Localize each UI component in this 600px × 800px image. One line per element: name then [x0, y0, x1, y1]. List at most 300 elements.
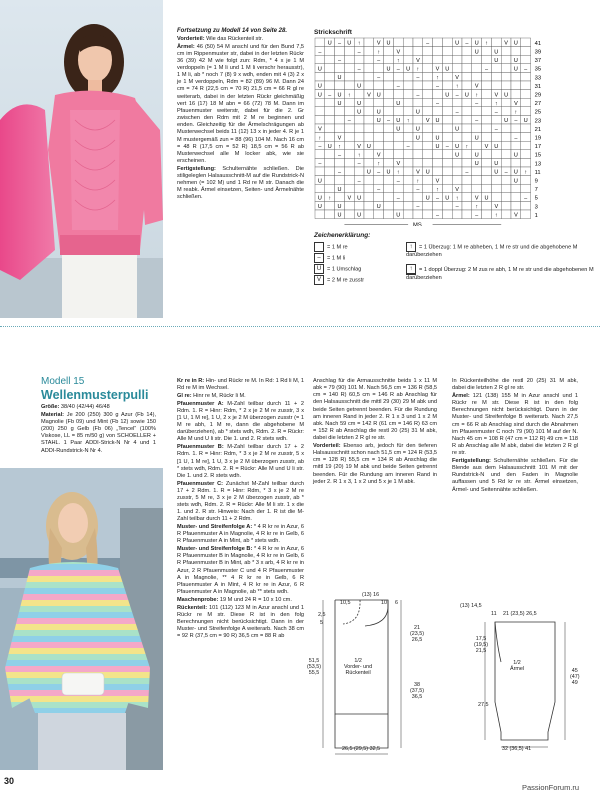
chart-symbol: U — [504, 92, 509, 99]
chart-symbol: ↑ — [494, 100, 498, 107]
chart-cell — [521, 90, 531, 99]
chart-cell — [423, 55, 433, 64]
chart-symbol: V — [367, 92, 371, 99]
chart-cell — [482, 81, 492, 90]
double-decrease-symbol: ↑ — [406, 264, 416, 275]
chart-cell — [462, 64, 472, 73]
chart-cell — [462, 81, 472, 90]
chart-cell — [403, 184, 413, 193]
chart-symbol: U — [415, 126, 420, 133]
chart-symbol: U — [445, 66, 450, 73]
chart-cell — [364, 184, 374, 193]
chart-symbol: ↑ — [485, 40, 488, 47]
para-armausschnitt: Anschlag für die Armausschnitte beids 1 x 11 M abk = 79 (90) 101 M. Nach 56,5 cm = 136 R (58,5 cm = 140 R) 60,5 cm = 146 R ab Anschlag für den Halsausschnitt die mittl 29 (30) 29 M abk und beide Seiten getrennt beenden. Für die Rundung am inneren Rand in jeder 2. R 1 x 3 und 1 x 2 M abk. Nach 59 cm = 142 R (61 cm = 146 R) 63 cm = 152 R ab Anschlag die restl 20 (25) 31 M abk, dabei die letzten 2 R gl re str. — [313, 378, 437, 442]
chart-symbol: U — [445, 92, 450, 99]
chart-symbol: U — [317, 178, 322, 185]
chart-cell — [344, 141, 354, 150]
chart-cell — [374, 141, 384, 150]
chart-cell — [354, 133, 364, 142]
chart-cell — [325, 47, 335, 56]
para-folge-b: Muster- und Streifenfolge B: * 4 R kr re in Azur, 6 R Pfauenmuster B in Magnolie, 4 R kr re in Gelb, 6 R Pfauenmuster B in Mint, ab * 3 x arb, 4 R kr re in Azur, 2 R Pfauenmuster C und 4 R Pfauenmuster A in Magnolie, ** 4 R kr re in Gelb, 6 R Pfauenmuster A in Mint, 4 R kr re in Azur, 6 R Pfauenmuster A in Magnolie, ab ** stets wdh. — [177, 546, 304, 596]
chart-cell — [403, 124, 413, 133]
chart-cell — [491, 133, 501, 142]
chart-symbol: ↑ — [347, 92, 351, 99]
chart-cell — [491, 38, 501, 47]
para-kr-re: Kr re in R: Hin- und Rückr re M. In Rd: 1 Rd li M, 1 Rd re M im Wechsel. — [177, 378, 304, 392]
purl-symbol: – — [314, 253, 324, 263]
chart-cell — [384, 184, 394, 193]
chart-ms-label: MS — [413, 222, 422, 226]
chart-cell — [413, 47, 423, 56]
chart-cell — [472, 167, 482, 176]
chart-cell — [462, 98, 472, 107]
para-folge-a: Muster- und Streifenfolge A: * 4 R kr re in Azur, 6 R Pfauenmuster A in Magnolie, 4 R kr re in Gelb, 6 R Pfauenmuster A in Mint, ab * stets wdh. — [177, 524, 305, 545]
chart-cell — [482, 176, 492, 185]
chart-cell — [384, 158, 394, 167]
chart-cell — [491, 64, 501, 73]
chart-cell — [501, 210, 511, 219]
legend-title: Zeichenerklärung: — [314, 232, 371, 239]
chart-symbol: ↑ — [494, 212, 498, 219]
chart-cell — [491, 176, 501, 185]
chart-symbol: U — [396, 118, 401, 125]
chart-cell — [442, 133, 452, 142]
chart-symbol: U — [435, 143, 440, 150]
sleeve-label: 1/2 Ärmel — [510, 660, 525, 673]
chart-symbol: U — [376, 109, 381, 116]
chart-symbol: – — [435, 195, 440, 202]
chart-cell — [433, 167, 443, 176]
chart-cell — [354, 167, 364, 176]
chart-row-number: 27 — [534, 101, 542, 108]
chart-symbol: – — [396, 178, 400, 185]
chart-cell — [521, 98, 531, 107]
chart-cell — [462, 55, 472, 64]
chart-cell — [442, 176, 452, 185]
chart-symbol: U — [366, 143, 371, 150]
chart-cell — [472, 72, 482, 81]
chart-symbol: ↑ — [524, 169, 528, 176]
chart-cell — [325, 72, 335, 81]
continuation-header: Fortsetzung zu Modell 14 von Seite 28. — [177, 28, 288, 34]
chart-row-number: 19 — [534, 135, 542, 142]
chart-symbol: – — [406, 143, 410, 150]
chart-symbol: – — [337, 152, 342, 159]
chart-cell — [511, 81, 521, 90]
chart-symbol: U — [513, 57, 518, 64]
chart-symbol: V — [416, 169, 420, 176]
chart-row-number: 31 — [534, 83, 542, 90]
sleeve-top-mid: 11 — [491, 611, 497, 617]
chart-symbol: – — [475, 100, 479, 107]
chart-cell — [501, 55, 511, 64]
chart-cell — [344, 64, 354, 73]
chart-cell — [384, 141, 394, 150]
para-pfauen-b: Pfauenmuster B: M-Zahl teilbar durch 17 + 2 Rdm. 1. R = Hinr: Rdm, * 3 x je 2 M re zusstr, 5 x [1 U, 1 M re], 1 U, 3 x je 2 M überzogen zusstr, ab * stets wdh, Rdm. 2. R = Rückr: Alle M und U li str. Die 1. und 2. R stets wdh. — [177, 444, 304, 479]
chart-cell — [452, 176, 462, 185]
chart-row-number: 11 — [534, 169, 541, 176]
chart-cell — [452, 210, 462, 219]
chart-cell — [521, 176, 531, 185]
chart-symbol: U — [484, 195, 489, 202]
back-top-widths: (13) 16 — [362, 592, 380, 598]
chart-cell — [364, 81, 374, 90]
chart-symbol: V — [396, 161, 401, 168]
chart-cell — [511, 158, 521, 167]
chart-cell — [364, 38, 374, 47]
chart-cell — [315, 55, 325, 64]
chart-cell — [344, 98, 354, 107]
chart-cell — [374, 133, 384, 142]
chart-cell — [442, 201, 452, 210]
chart-cell — [472, 184, 482, 193]
chart-cell — [364, 98, 374, 107]
chart-symbol: V — [425, 118, 430, 125]
chart-cell — [442, 98, 452, 107]
chart-cell — [482, 167, 492, 176]
chart-symbol: V — [474, 83, 479, 90]
chart-cell — [472, 124, 482, 133]
chart-symbol: U — [337, 204, 342, 211]
chart-cell — [482, 124, 492, 133]
chart-symbol: – — [426, 40, 430, 47]
chart-cell — [335, 176, 345, 185]
chart-cell — [384, 72, 394, 81]
chart-cell — [393, 150, 403, 159]
chart-symbol: ↑ — [475, 92, 479, 99]
chart-cell — [521, 38, 531, 47]
chart-cell — [344, 133, 354, 142]
chart-symbol: ↑ — [396, 57, 400, 64]
chart-symbol: U — [445, 195, 450, 202]
chart-cell — [413, 210, 423, 219]
chart-row-number: 13 — [534, 161, 542, 168]
chart-symbol: – — [318, 49, 322, 56]
chart-cell — [423, 158, 433, 167]
sleeve-top-right: 21 (23,5) 26,5 — [503, 611, 537, 617]
chart-symbol: U — [455, 152, 460, 159]
chart-cell — [315, 184, 325, 193]
chart-cell — [442, 72, 452, 81]
chart-symbol: U — [494, 169, 499, 176]
chart-cell — [482, 47, 492, 56]
chart-cell — [472, 64, 482, 73]
para-aermel: Ärmel: 46 (50) 54 M anschl und für den Bund 7,5 cm im Rippenmuster str, dabei in der letzten Rückr 36 (39) 42 M wie folgt zun: Rdm, * 4 x je 1 M verdoppeln (= 1 M li und 1 M li verschr herausstr), 1 M li, ab * noch 7 (8) 9 x wdh, enden mit 4 (3) 2 x je 1 M verdoppeln, Rdm = 82 (89) 96 M. Dann 24 cm = 74 R (22,5 cm = 70 R) 21,5 cm = 66 R gl re weiterarb, dabei in der letzten Rückr gleichmäßig vert 16 (17) 18 M abn = 66 (72) 78 M. Dann im Pfauenmuster weiterstr, dabei für die 2. Gr zwischen den Rdm mit 2 M re beginnen und enden. Gleichzeitig für die Ärmelschrägungen ab Musterwechsel beids 11 (12) 13 x in jeder 4. R je 1 M mustergemäß zun = 88 (96) 104 M. Nach 16 cm = 48 R (17,5 cm = 52 R) 18,5 cm = 56 R ab Musterwechsel alle M locker abk, wie sie erscheinen. — [177, 43, 304, 164]
chart-symbol: U — [396, 212, 401, 219]
chart-cell — [403, 167, 413, 176]
chart-cell — [472, 107, 482, 116]
chart-symbol: – — [455, 92, 459, 99]
chart-cell — [501, 47, 511, 56]
chart-symbol: ↑ — [377, 49, 381, 56]
chart-symbol: U — [317, 195, 322, 202]
chart-symbol: V — [504, 40, 508, 47]
chart-symbol: U — [376, 204, 381, 211]
chart-cell — [393, 38, 403, 47]
model-number: Modell 15 — [41, 376, 85, 387]
chart-row-number: 3 — [534, 204, 538, 211]
chart-symbol: ↑ — [396, 169, 400, 176]
chart-symbol: U — [396, 100, 401, 107]
chart-symbol: ↑ — [514, 109, 518, 116]
chart-symbol: U — [357, 83, 362, 90]
chart-cell — [442, 47, 452, 56]
chart-cell — [511, 47, 521, 56]
chart-symbol: – — [416, 92, 420, 99]
chart-cell — [442, 81, 452, 90]
chart-symbol: U — [494, 49, 499, 56]
chart-symbol: U — [425, 195, 430, 202]
chart-cell — [452, 98, 462, 107]
chart-cell — [511, 184, 521, 193]
chart-cell — [344, 176, 354, 185]
chart-cell — [325, 55, 335, 64]
chart-cell — [364, 133, 374, 142]
chart-cell — [413, 81, 423, 90]
chart-symbol: U — [347, 40, 352, 47]
legend-item-k2tog: V = 2 M re zusstr — [314, 275, 364, 285]
strickschrift-title: Strickschrift — [314, 29, 352, 36]
back-slope-a: 2,5 — [318, 612, 326, 618]
chart-symbol: V — [376, 152, 381, 159]
column-4 — [452, 378, 578, 494]
chart-cell — [325, 210, 335, 219]
chart-cell — [452, 55, 462, 64]
legend-item-purl: – = 1 M li — [314, 253, 345, 263]
chart-cell — [462, 210, 472, 219]
chart-symbol: U — [513, 40, 518, 47]
chart-cell — [384, 90, 394, 99]
chart-cell — [403, 150, 413, 159]
chart-cell — [442, 38, 452, 47]
chart-symbol: V — [318, 126, 322, 133]
chart-symbol: ↑ — [416, 66, 420, 73]
chart-cell — [403, 158, 413, 167]
back-top-inner: 10 — [381, 600, 387, 606]
chart-cell — [482, 115, 492, 124]
chart-symbol: U — [386, 40, 391, 47]
chart-cell — [364, 107, 374, 116]
chart-cell — [325, 184, 335, 193]
chart-cell — [423, 124, 433, 133]
chart-symbol: U — [317, 66, 322, 73]
chart-symbol: – — [318, 143, 322, 150]
para-gl-re: Gl re: Hinr re M, Rückr li M. — [177, 392, 246, 399]
chart-cell — [501, 201, 511, 210]
chart-symbol: ↑ — [416, 178, 420, 185]
chart-cell — [384, 124, 394, 133]
chart-symbol: U — [406, 66, 411, 73]
chart-cell — [335, 107, 345, 116]
chart-cell — [462, 107, 472, 116]
chart-symbol: U — [425, 169, 430, 176]
chart-cell — [384, 150, 394, 159]
chart-symbol: U — [317, 92, 322, 99]
para-pfauen-a: Pfauenmuster A: M-Zahl teilbar durch 11 + 2 Rdm. 1. R = Hinr: Rdm, * 2 x je 2 M re zusstr, 3 x [1 U, 1 M re], 1 U, 2 x je 2 M überzogen zusstr (= 1 M re abh, 1 M re, dann die abgehobene M darüberziehen), ab * stets wdh, Rdm. 2. R = Rückr: Alle M und U li str. Die 1. und 2. R stets wdh. — [177, 400, 304, 443]
chart-symbol: V — [435, 66, 440, 73]
chart-symbol: V — [376, 40, 381, 47]
chart-cell — [325, 150, 335, 159]
chart-symbol: U — [455, 40, 460, 47]
chart-cell — [315, 150, 325, 159]
chart-cell — [423, 72, 433, 81]
chart-symbol: U — [337, 100, 342, 107]
chart-symbol: – — [337, 40, 342, 47]
chart-cell — [325, 124, 335, 133]
chart-symbol: – — [337, 57, 342, 64]
chart-cell — [501, 64, 511, 73]
chart-symbol: U — [376, 92, 381, 99]
chart-cell — [403, 201, 413, 210]
chart-symbol: – — [455, 204, 459, 211]
chart-cell — [442, 107, 452, 116]
chart-symbol: U — [494, 143, 499, 150]
chart-cell — [442, 167, 452, 176]
back-armhole: 21 (23,5) 26,5 — [410, 625, 425, 644]
chart-symbol: U — [513, 152, 518, 159]
chart-symbol: U — [415, 109, 420, 116]
chart-symbol: – — [377, 57, 381, 64]
chart-cell — [521, 55, 531, 64]
chart-symbol: – — [377, 186, 381, 193]
chart-cell — [472, 55, 482, 64]
chart-cell — [501, 72, 511, 81]
chart-symbol: U — [327, 40, 332, 47]
chart-cell — [521, 158, 531, 167]
chart-cell — [403, 55, 413, 64]
chart-cell — [413, 115, 423, 124]
chart-cell — [344, 150, 354, 159]
chart-cell — [393, 141, 403, 150]
column-2 — [177, 378, 304, 641]
chart-symbol: U — [415, 135, 420, 142]
chart-symbol: – — [494, 126, 498, 133]
chart-cell — [364, 158, 374, 167]
sleeve-lower: 27,5 — [478, 702, 489, 708]
yarnover-symbol: U — [314, 264, 324, 274]
chart-symbol: – — [514, 135, 518, 142]
chart-cell — [472, 176, 482, 185]
chart-cell — [364, 64, 374, 73]
chart-cell — [521, 133, 531, 142]
chart-cell — [452, 64, 462, 73]
chart-symbol: V — [455, 75, 459, 82]
legend-item-ssk: ↑ = 1 Überzug: 1 M re abheben, 1 M re str und die abgehobene M darüberziehen — [406, 244, 578, 258]
model-15-photo — [0, 468, 163, 770]
chart-cell — [521, 141, 531, 150]
chart-cell — [521, 201, 531, 210]
chart-symbol: U — [337, 212, 342, 219]
chart-cell — [354, 90, 364, 99]
chart-symbol: V — [337, 135, 342, 142]
chart-cell — [384, 201, 394, 210]
para-pfauen-c: Pfauenmuster C: Zunächst M-Zahl teilbar durch 17 + 2 Rdm. 1. R = Hinr: Rdm, * 3 x je 2 M re zusstr, 5 M re, 3 x je 2 M überzogen zusstr, ab * stets wdh, Rdm. 2. R = Rückr: Alle M li str. 1 x die 1. und 2. R str. Hinweis: Nach der 1. R ist die M-Zahl teilbar durch 11 + 2 Rdm. — [177, 480, 305, 523]
chart-symbol: – — [377, 169, 381, 176]
chart-symbol: U — [513, 178, 518, 185]
chart-cell — [393, 90, 403, 99]
chart-symbol: U — [357, 212, 362, 219]
chart-cell — [344, 47, 354, 56]
chart-cell — [442, 158, 452, 167]
chart-symbol: V — [494, 204, 499, 211]
chart-symbol: – — [396, 83, 400, 90]
chart-cell — [374, 193, 384, 202]
chart-cell — [521, 150, 531, 159]
chart-cell — [482, 133, 492, 142]
chart-cell — [452, 47, 462, 56]
chart-cell — [491, 193, 501, 202]
chart-cell — [452, 167, 462, 176]
chart-row-number: 29 — [534, 92, 542, 99]
column-3 — [313, 378, 437, 487]
para-aermel-15: Ärmel: 121 (138) 155 M in Azur anschl und 1 Rückr re M str. Diese R ist in den folg Berechnungen nicht berücksichtigt. Dann in der Muster- und Streifenfolge B weiterarb. Nach 27,5 cm = 66 R ab Anschlag sind durch die Abnahmen im Pfauenmuster C noch 79 (90) 101 M auf der N. Nach 45 cm = 108 R (47 cm = 112 R) 49 cm = 118 R ab Anschlag alle M abk, dabei die letzten 2 R gl re str. — [452, 392, 578, 457]
chart-symbol: U — [504, 118, 509, 125]
chart-cell — [325, 115, 335, 124]
chart-cell — [325, 158, 335, 167]
chart-cell — [442, 115, 452, 124]
chart-cell — [374, 176, 384, 185]
chart-symbol: V — [416, 57, 420, 64]
model-title: Wellenmusterpulli — [41, 388, 149, 402]
chart-cell — [315, 72, 325, 81]
chart-cell — [364, 193, 374, 202]
chart-cell — [482, 107, 492, 116]
chart-cell — [325, 107, 335, 116]
chart-cell — [521, 210, 531, 219]
chart-symbol: – — [475, 118, 479, 125]
chart-cell — [452, 115, 462, 124]
chart-symbol: U — [494, 161, 499, 168]
chart-cell — [413, 141, 423, 150]
chart-cell — [364, 47, 374, 56]
chart-cell — [325, 176, 335, 185]
chart-row-number: 37 — [534, 58, 542, 65]
chart-cell — [315, 115, 325, 124]
chart-cell — [403, 38, 413, 47]
chart-cell — [315, 98, 325, 107]
chart-symbol: U — [337, 186, 342, 193]
back-label: 1/2 Vorder- und Rückenteil — [344, 658, 373, 677]
chart-cell — [501, 81, 511, 90]
chart-cell — [491, 150, 501, 159]
chart-cell — [433, 124, 443, 133]
chart-symbol: ↑ — [475, 204, 479, 211]
para-vorderteil-15: Vorderteil: Ebenso arb, jedoch für den tieferen Halsausschnitt schon nach 51,5 cm = 124 R (53,5 cm = 128 R) 55,5 cm = 134 R ab Anschlag die mittl 19 (20) 19 M abk und beide Seiten getrennt beenden. Für die Rundung am inneren Rand in jeder 2. R 1 x 3, 1 x 2 und 5 x je 1 M abk. — [313, 443, 437, 485]
chart-cell — [344, 124, 354, 133]
legend-item-yarnover: U = 1 Umschlag — [314, 264, 361, 274]
chart-cell — [403, 193, 413, 202]
chart-symbol: U — [474, 49, 479, 56]
chart-symbol: – — [386, 118, 391, 125]
chart-symbol: – — [396, 195, 400, 202]
chart-cell — [354, 55, 364, 64]
chart-cell — [335, 64, 345, 73]
model-14-text — [177, 28, 304, 202]
chart-symbol: ↑ — [377, 161, 381, 168]
chart-cell — [521, 81, 531, 90]
legend — [314, 232, 594, 292]
chart-row-number: 15 — [534, 152, 542, 159]
chart-symbol: U — [386, 66, 391, 73]
chart-cell — [482, 55, 492, 64]
chart-symbol: – — [416, 75, 420, 82]
chart-symbol: – — [357, 49, 361, 56]
section-divider — [0, 326, 600, 327]
chart-cell — [491, 115, 501, 124]
strickschrift-grid — [313, 36, 600, 226]
chart-cell — [335, 193, 345, 202]
chart-cell — [393, 201, 403, 210]
